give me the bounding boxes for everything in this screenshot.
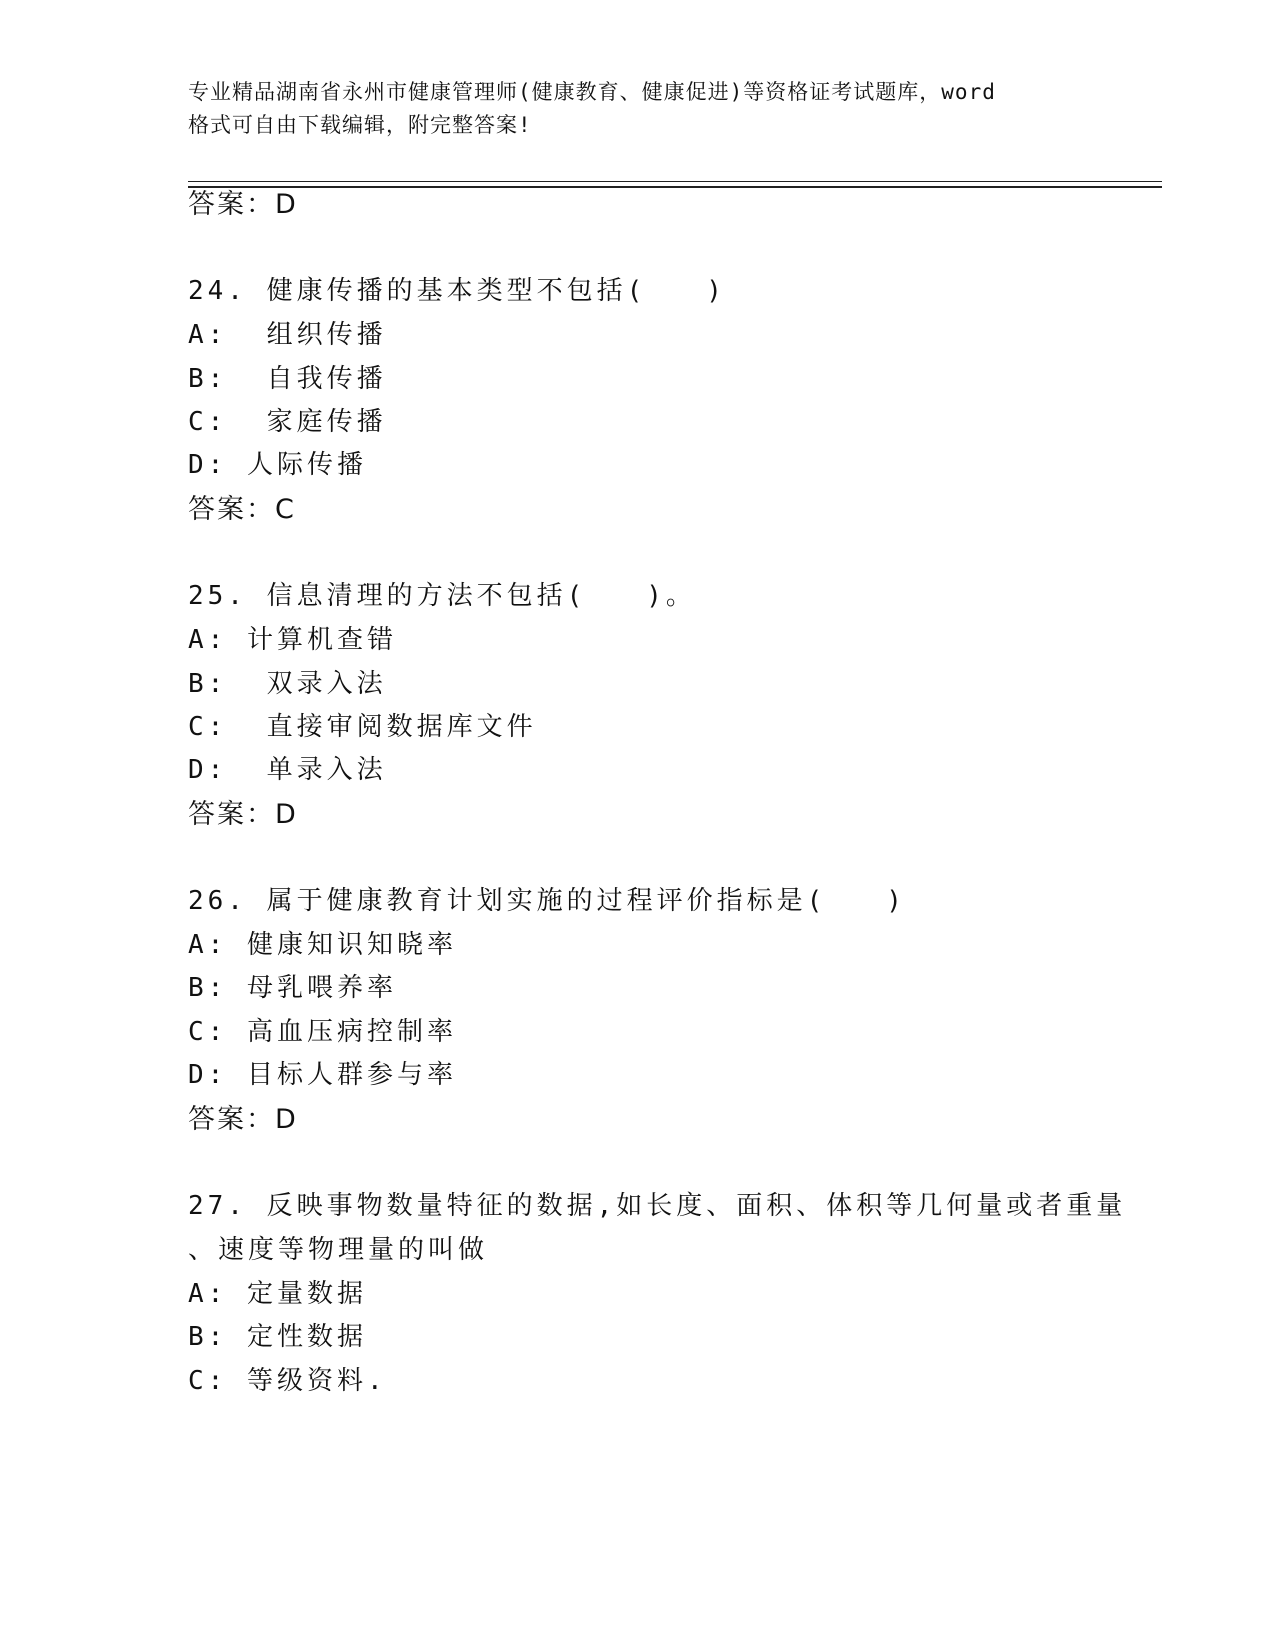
question-25: 25. 信息清理的方法不包括( )。	[188, 581, 696, 611]
option-24-d: D: 人际传播	[188, 450, 367, 480]
question-27-line-1: 27. 反映事物数量特征的数据,如长度、面积、体积等几何量或者重量	[188, 1191, 1127, 1221]
option-24-c: C: 家庭传播	[188, 407, 387, 437]
option-26-b: B: 母乳喂养率	[188, 973, 397, 1003]
header-divider-thick	[188, 186, 1162, 188]
question-27-line-2: 、速度等物理量的叫做	[188, 1235, 489, 1265]
option-25-a: A: 计算机查错	[188, 625, 397, 655]
option-27-c: C: 等级资料.	[188, 1366, 387, 1396]
option-27-b: B: 定性数据	[188, 1322, 367, 1352]
option-26-a: A: 健康知识知晓率	[188, 930, 457, 960]
document-header	[188, 76, 1088, 142]
header-line-2: 格式可自由下载编辑，附完整答案!	[188, 113, 532, 137]
option-26-c: C: 高血压病控制率	[188, 1017, 457, 1047]
header-line-1: 专业精品湖南省永州市健康管理师(健康教育、健康促进)等资格证考试题库，word	[188, 80, 996, 104]
answer-26: 答案：D	[188, 1104, 298, 1135]
question-26: 26. 属于健康教育计划实施的过程评价指标是( )	[188, 886, 906, 916]
option-27-a: A: 定量数据	[188, 1279, 367, 1309]
option-24-b: B: 自我传播	[188, 364, 387, 394]
answer-23: 答案：D	[188, 189, 298, 220]
answer-25: 答案：D	[188, 799, 298, 830]
answer-24: 答案：C	[188, 494, 296, 525]
question-24: 24. 健康传播的基本类型不包括( )	[188, 276, 726, 306]
option-25-d: D: 单录入法	[188, 755, 387, 785]
option-24-a: A: 组织传播	[188, 320, 387, 350]
option-25-b: B: 双录入法	[188, 669, 387, 699]
option-26-d: D: 目标人群参与率	[188, 1060, 457, 1090]
option-25-c: C: 直接审阅数据库文件	[188, 712, 537, 742]
header-divider-thin	[188, 181, 1162, 182]
